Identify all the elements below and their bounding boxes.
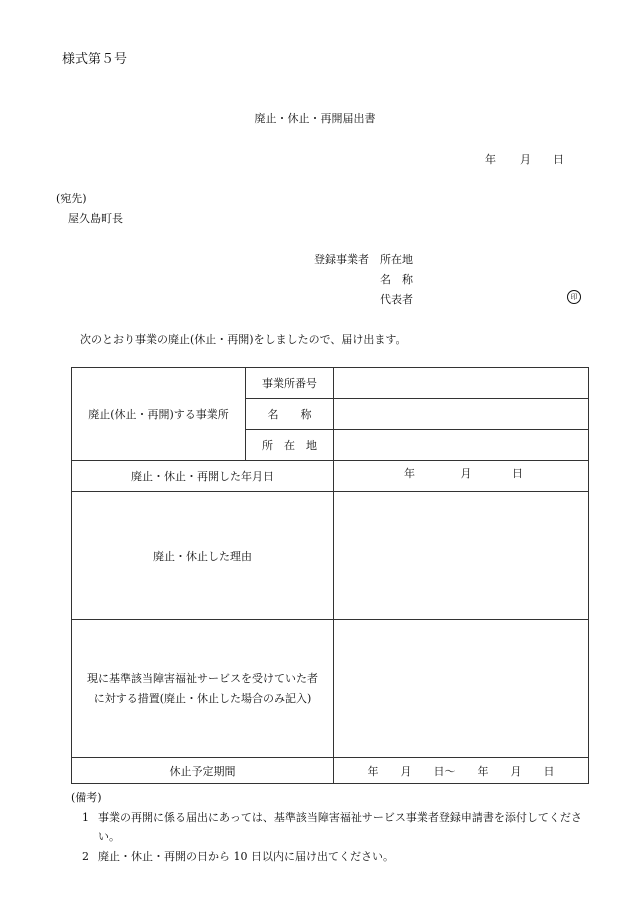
date-row-field[interactable] [334,461,589,492]
office-address-field[interactable] [334,430,589,461]
period-label: 休止予定期間 [72,758,334,784]
reason-field[interactable] [334,492,589,620]
date-day-label: 日 [553,153,564,166]
addressee-name: 屋久島町長 [68,212,123,225]
note-item-1-number: 1 [82,811,89,824]
office-address-label: 所 在 地 [246,430,334,461]
date-row-label: 廃止・休止・再開した年月日 [72,461,334,492]
seal-mark: 印 [567,290,581,304]
office-number-label: 事業所番号 [246,368,334,399]
note-item-2-number: 2 [82,850,89,863]
date-month-label: 月 [520,153,531,166]
note-item-2 [82,847,582,866]
measures-label-line1: 現に基準該当障害福祉サービスを受けていた者 [87,671,318,685]
form-number: 様式第５号 [62,52,128,67]
note-item-2-text: 廃止・休止・再開の日から 10 日以内に届け出てください。 [98,850,394,863]
registrant-name-label: 名 称 [380,273,413,286]
date-row-day: 日 [512,467,523,480]
date-row-month: 月 [460,467,472,480]
date-year-label: 年 [485,153,496,166]
registrant-address-label: 所在地 [380,253,413,266]
measures-field[interactable] [334,620,589,758]
measures-label [72,620,334,758]
office-name-field[interactable] [334,399,589,430]
note-item-1-text: 事業の再開に係る届出にあっては、基準該当障害福祉サービス事業者登録申請書を添付してください。 [98,811,582,843]
office-group-label: 廃止(休止・再開)する事業所 [72,368,246,461]
document-title: 廃止・休止・再開届出書 [254,112,376,125]
notification-form-table [71,367,589,784]
addressee-label: (宛先) [56,192,87,205]
period-field[interactable]: 年 月 日～ 年 月 日 [334,758,589,784]
measures-label-line2: に対する措置(廃止・休止した場合のみ記入) [93,691,312,705]
registrant-label: 登録事業者 [314,253,369,266]
notes-heading: (備考) [71,791,102,804]
date-row-year: 年 [404,467,415,480]
office-name-label: 名 称 [246,399,334,430]
note-item-1 [82,808,582,846]
reason-label: 廃止・休止した理由 [72,492,334,620]
intro-text: 次のとおり事業の廃止(休止・再開)をしましたので、届け出ます。 [80,333,407,346]
office-number-field[interactable] [334,368,589,399]
registrant-representative-label: 代表者 [380,293,413,306]
